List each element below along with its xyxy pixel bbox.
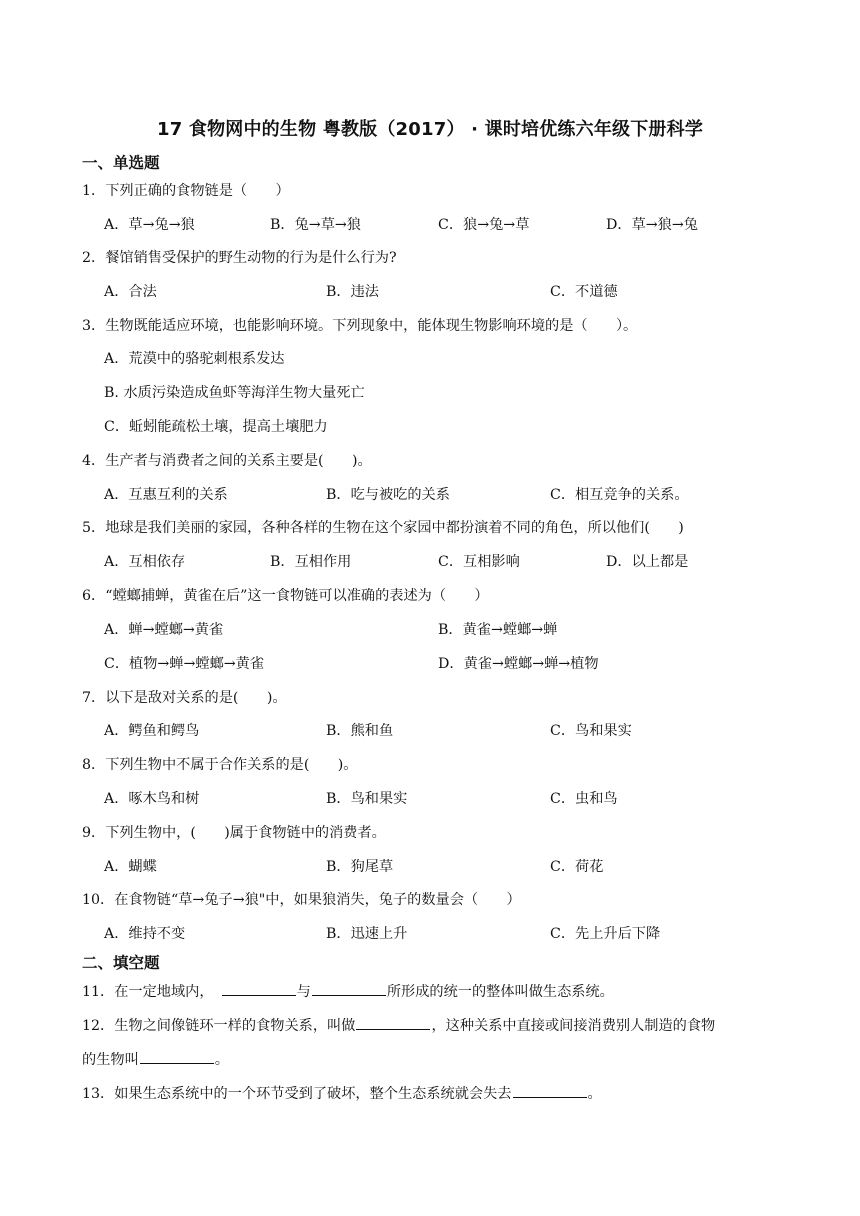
question-stem: 7．以下是敌对关系的是( )。 <box>82 690 287 706</box>
section-heading-fill-blank: 二、填空题 <box>82 954 160 972</box>
option: B. 水质污染造成鱼虾等海洋生物大量死亡 <box>104 385 365 401</box>
question-stem: 4．生产者与消费者之间的关系主要是( )。 <box>82 453 372 469</box>
option: C．植物→蝉→螳螂→黄雀 <box>104 656 265 672</box>
answer-blank[interactable] <box>356 1017 430 1030</box>
option: A．互惠互利的关系 <box>104 487 228 503</box>
question-stem: 8．下列生物中不属于合作关系的是( )。 <box>82 757 358 773</box>
question-stem: 6．“螳螂捕蝉，黄雀在后”这一食物链可以准确的表述为（ ） <box>82 588 489 604</box>
option: B．互相作用 <box>270 554 352 570</box>
option: D．以上都是 <box>606 554 689 570</box>
option: A．蝉→螳螂→黄雀 <box>104 622 224 638</box>
option: B．吃与被吃的关系 <box>326 487 450 503</box>
option: D．黄雀→螳螂→蝉→植物 <box>438 656 599 672</box>
question-stem: 5．地球是我们美丽的家园，各种各样的生物在这个家园中都扮演着不同的角色，所以他们( ) <box>82 520 684 536</box>
option: A．互相依存 <box>104 554 186 570</box>
option: C．互相影响 <box>438 554 520 570</box>
question-stem: 10．在食物链“草→兔子→狼"中，如果狼消失，兔子的数量会（ ） <box>82 892 521 908</box>
option: C．相互竞争的关系。 <box>550 487 689 503</box>
fill-question-continued: 的生物叫 。 <box>82 1052 229 1068</box>
option: C．荷花 <box>550 859 604 875</box>
option: C．蚯蚓能疏松土壤，提高土壤肥力 <box>104 419 328 435</box>
option: C．鸟和果实 <box>550 723 632 739</box>
option: D．草→狼→兔 <box>606 217 698 233</box>
page-title: 17 食物网中的生物 粤教版（2017） · 课时培优练六年级下册科学 <box>156 119 704 140</box>
option: B．迅速上升 <box>326 926 408 942</box>
question-stem: 9．下列生物中，( )属于食物链中的消费者。 <box>82 825 386 841</box>
section-heading-single-choice: 一、单选题 <box>82 154 160 172</box>
fill-question: 12．生物之间像链环一样的食物关系，叫做 ，这种关系中直接或间接消费别人制造的食物 <box>82 1018 716 1034</box>
fill-question: 11．在一定地域内， 与 所形成的统一的整体叫做生态系统。 <box>82 984 614 1000</box>
option: B．狗尾草 <box>326 859 394 875</box>
answer-blank[interactable] <box>140 1051 214 1064</box>
answer-blank[interactable] <box>513 1085 587 1098</box>
option: A．合法 <box>104 284 157 300</box>
option: B．违法 <box>326 284 379 300</box>
option: B．黄雀→螳螂→蝉 <box>438 622 558 638</box>
option: B．熊和鱼 <box>326 723 394 739</box>
question-stem: 1．下列正确的食物链是（ ） <box>82 183 290 199</box>
option: B．兔→草→狼 <box>270 217 361 233</box>
option: A．鳄鱼和鳄鸟 <box>104 723 200 739</box>
option: C．先上升后下降 <box>550 926 661 942</box>
option: B．鸟和果实 <box>326 791 408 807</box>
option: C．不道德 <box>550 284 618 300</box>
fill-question: 13．如果生态系统中的一个环节受到了破坏，整个生态系统就会失去 。 <box>82 1086 602 1102</box>
option: A．草→兔→狼 <box>104 217 195 233</box>
question-stem: 2．餐馆销售受保护的野生动物的行为是什么行为? <box>82 250 397 266</box>
option: A．蝴蝶 <box>104 859 157 875</box>
answer-blank[interactable] <box>312 983 386 996</box>
answer-blank[interactable] <box>222 983 296 996</box>
option: A．荒漠中的骆驼刺根系发达 <box>104 351 285 367</box>
option: A．啄木鸟和树 <box>104 791 200 807</box>
option: C．狼→兔→草 <box>438 217 530 233</box>
option: A．维持不变 <box>104 926 186 942</box>
question-stem: 3．生物既能适应环境，也能影响环境。下列现象中，能体现生物影响环境的是（ ）。 <box>82 318 638 334</box>
option: C．虫和鸟 <box>550 791 618 807</box>
